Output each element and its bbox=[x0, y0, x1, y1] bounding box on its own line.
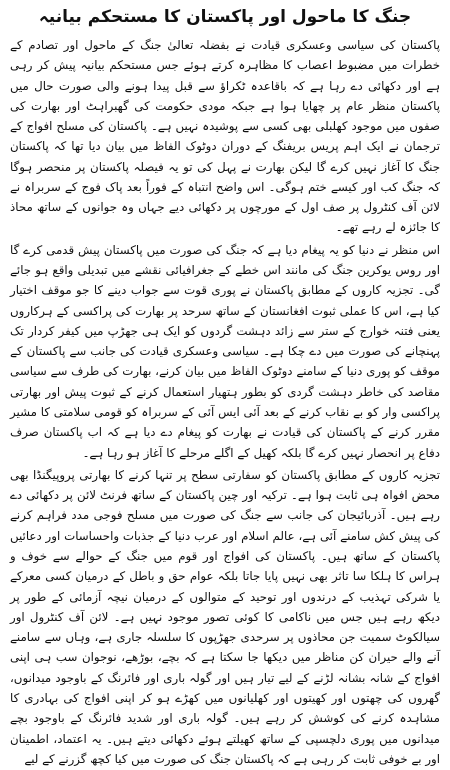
article-paragraph-2: اس منظر نے دنیا کو یہ پیغام دیا ہے کہ جنگ کی صورت میں پاکستان پیش قدمی کرے گا اور روس یوکرین جنگ کی مانند اس خطے کے جغرافیائی نقشے میں تبدیلی واقع ہو جائے گی۔ تجزیہ کاروں کے مطابق پاکستان نے پوری قوت سے جواب دینے کا جو موقف اختیار کیا ہے، اس کا عملی ثبوت افغانستان کے ساتھ سرحد پر بھارت کی پراکسی کے ہرکاروں یعنی فتنہ خوارج کے ستر سے زائد دہشت گردوں کو ایک ہی جھڑپ میں کیفر کردار تک پہنچانے کی صورت میں دے چکا ہے۔ سیاسی وعسکری قیادت کی جانب سے پاکستان کے موقف کو پوری دنیا کے سامنے دوٹوک الفاظ میں بیان کرنے، بھارت کی طرف سے سیاسی مقاصد کی خاطر دہشت گردی کو بطور ہتھیار استعمال کرنے کے ثبوت پیش اور بھارتی پراکسی وار کو بے نقاب کرنے کے بعد آئی ایس آئی کے سربراہ کو قومی سلامتی کا مشیر مقرر کرنے کے پاکستان کی قیادت نے بھارت کو پیغام دے دیا ہے کہ اب پاکستان صرف دفاع پر انحصار نہیں کرے گا بلکہ کھیل کے اگلے مرحلے کا آغاز ہو رہا ہے۔ bbox=[10, 242, 440, 460]
article-paragraph-1: پاکستان کی سیاسی وعسکری قیادت نے بفضلہ تعالیٰ جنگ کے ماحول اور تصادم کے خطرات میں مضبوط اعصاب کا مظاہرہ کرتے ہوئے جس مستحکم بیانیہ پیش کر رہی ہے اور دکھائی دے رہا ہے کہ باقاعدہ ٹکراؤ سے قبل پیدا ہونے والی صورت حال میں پاکستان منظر عام پر چھایا ہوا ہے جبکہ مودی حکومت کی گھبراہٹ اور بھارت کی صفوں میں موجود کھلبلی بھی کسی سے پوشیدہ نہیں ہے۔ پاکستان کی مسلح افواج کے ترجمان نے ایک اہم پریس بریفنگ کے دوران دوٹوک الفاظ میں بیان دیا تھا کہ پاکستان جنگ کا آغاز نہیں کرے گا لیکن بھارت نے پہل کی تو یہ فیصلہ پاکستان پر منحصر ہوگا کہ جنگ کب اور کیسے ختم ہوگی۔ اس واضح انتباہ کے فوراً بعد پاک فوج کے سربراہ نے لائن آف کنٹرول پر صف اول کے مورچوں پر دکھائی دیے جہاں وہ جوانوں کے ساتھ محاذ کا جائزہ لے رہے تھے۔ bbox=[10, 37, 440, 235]
article-headline: جنگ کا ماحول اور پاکستان کا مستحکم بیانیہ bbox=[38, 7, 412, 27]
article-paragraph-3: تجزیہ کاروں کے مطابق پاکستان کو سفارتی سطح پر تنہا کرنے کا بھارتی پروپیگنڈا بھی محض افواہ ہی ثابت ہوا ہے۔ ترکیہ اور چین پاکستان کے ساتھ فرنٹ لائن پر دکھائی دے رہے ہیں۔ آذربائیجان کی جانب سے جنگ کی صورت میں مسلح فوجی مدد فراہم کرنے کی پیش کش سامنے آئی ہے، عالم اسلام اور عرب دنیا کے جذبات واحساسات اور دعائیں پاکستان کے ساتھ ہیں۔ پاکستان کی افواج اور قوم میں جنگ کے حوالے سے خوف و ہراس کا ہلکا سا تاثر بھی نہیں پایا جاتا بلکہ عوام حق و باطل کے درمیان کسی معرکے یا شرکی تہذیب کے درندوں اور توحید کے متوالوں کے درمیان نیچہ آزمائی کے طور پر دیکھ رہے ہیں جس میں ناکامی کا کوئی تصور موجود نہیں ہے۔ لائن آف کنٹرول اور سیالکوٹ سمیت جن محاذوں پر سرحدی جھڑپوں کا سلسلہ جاری ہے، وہاں سے سامنے آنے والے حیران کن مناظر میں دیکھا جا سکتا ہے کہ بچے، بوڑھے، نوجوان سب ہی اپنی افواج کے شانہ بشانہ لڑنے کے لیے تیار ہیں اور گولہ باری اور فائرنگ کے باوجود میدانوں، گھروں کی چھتوں اور کھیتوں اور کھلیانوں میں کھڑے ہو کر اپنی افواج کی بہادری کا مشاہدہ کرنے کی کوشش کر رہے ہیں۔ گولہ باری اور شدید فائرنگ کے باوجود بچے میدانوں میں پوری دلچسپی کے ساتھ کھیلتے ہوئے دکھائی دیتے ہیں۔ یہ اعتماد، اطمینان اور بے خوفی ثابت کر رہی ہے کہ پاکستان جنگ کی صورت میں کیا کچھ گزرنے کے لیے bbox=[10, 467, 440, 766]
article bbox=[10, 0, 440, 769]
